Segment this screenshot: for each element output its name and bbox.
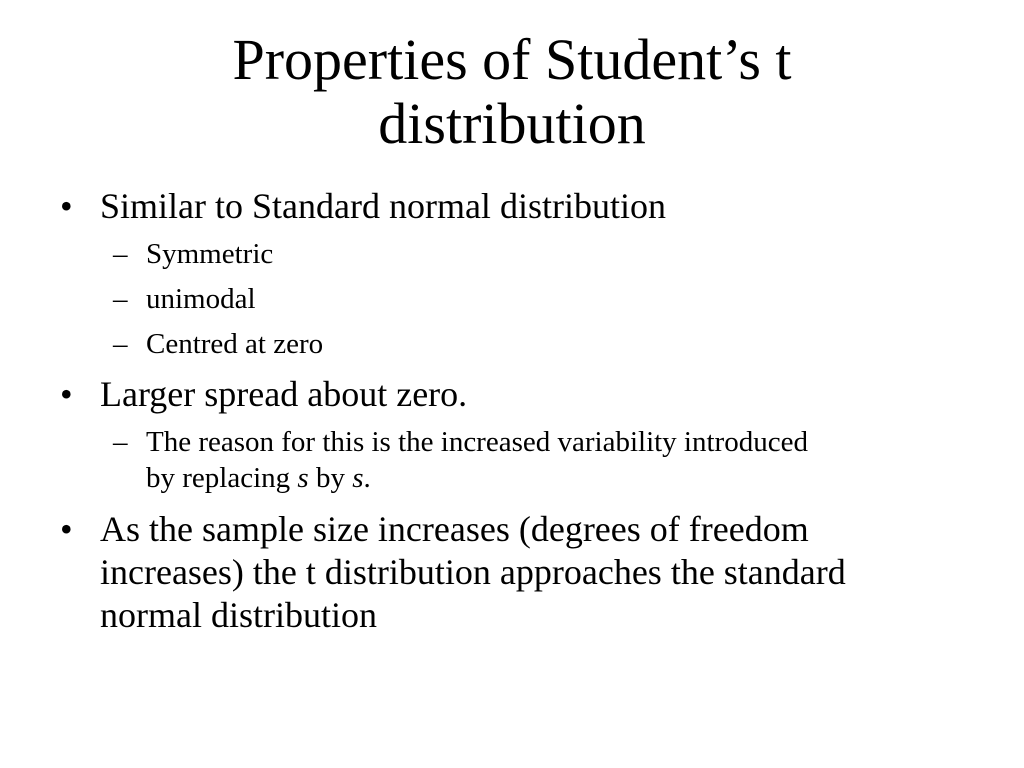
- variable-s: s: [297, 462, 309, 494]
- bullet-line-3: normal distribution: [100, 595, 377, 635]
- variable-s: s: [352, 462, 364, 494]
- bullet-marker: •: [60, 374, 73, 414]
- slide-title: [50, 28, 974, 156]
- dash-marker: –: [113, 328, 128, 360]
- bullet-marker: •: [60, 509, 73, 549]
- bullet-text: Similar to Standard normal distribution: [100, 186, 666, 226]
- dash-marker: –: [113, 426, 128, 458]
- bullet-line-1: As the sample size increases (degrees of freedom: [100, 509, 809, 549]
- text-prefix: by replacing: [146, 462, 298, 494]
- slide-title-line-2: distribution: [378, 91, 646, 156]
- bullet-line-2: increases) the t distribution approaches the standard: [100, 552, 846, 592]
- bullet-text: Larger spread about zero.: [100, 374, 468, 414]
- slide-title-line-1: Properties of Student’s t: [232, 27, 792, 92]
- sub-item-text: Symmetric: [146, 238, 274, 270]
- sub-item-line-1: The reason for this is the increased variability introduced: [146, 426, 808, 458]
- dash-marker: –: [113, 283, 128, 315]
- sub-item-text: [146, 424, 808, 496]
- sub-item-line-2: [146, 460, 808, 496]
- sub-item-text: Centred at zero: [146, 328, 324, 360]
- bullet-marker: •: [60, 186, 73, 226]
- sub-item-text: unimodal: [146, 283, 256, 315]
- text-suffix: .: [363, 462, 371, 494]
- dash-marker: –: [113, 238, 128, 270]
- bullet-text: [100, 508, 846, 637]
- text-mid: by: [308, 462, 353, 494]
